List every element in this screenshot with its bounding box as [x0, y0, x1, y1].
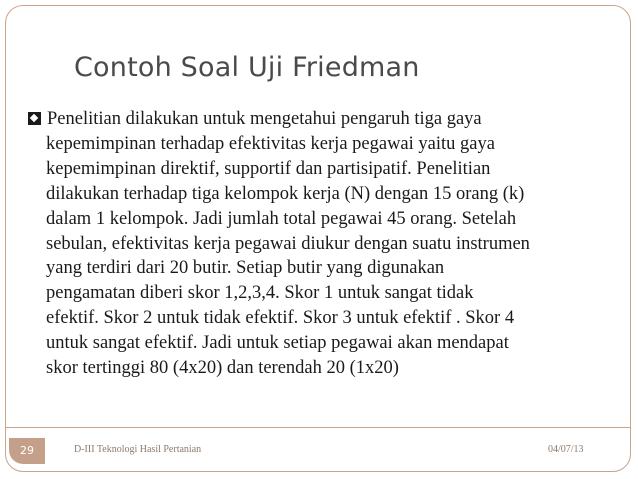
footer-date: 04/07/13	[548, 444, 584, 455]
footer-divider	[5, 427, 631, 428]
body-line: pengamatan diberi skor 1,2,3,4. Skor 1 untuk sangat tidak	[46, 283, 474, 304]
body-line: kepemimpinan direktif, supportif dan partisipatif. Penelitian	[46, 158, 491, 179]
slide-body	[28, 107, 613, 381]
body-line: dalam 1 kelompok. Jadi jumlah total pegawai 45 orang. Setelah	[46, 208, 517, 229]
body-line: untuk sangat efektif. Jadi untuk setiap pegawai akan mendapat	[46, 333, 509, 354]
body-line: yang terdiri dari 20 butir. Setiap butir yang digunakan	[46, 258, 445, 279]
body-line: dilakukan terhadap tiga kelompok kerja (N) dengan 15 orang (k)	[46, 183, 525, 204]
diamond-bullet-icon	[28, 112, 41, 125]
body-line: sebulan, efektivitas kerja pegawai diukur dengan suatu instrumen	[46, 233, 530, 254]
body-line: kepemimpinan terhadap efektivitas kerja pegawai yaitu gaya	[46, 133, 495, 154]
slide-number-badge: 29	[9, 438, 45, 464]
footer-text: D-III Teknologi Hasil Pertanian	[74, 444, 202, 455]
body-line: efektif. Skor 2 untuk tidak efektif. Skor 3 untuk efektif . Skor 4	[46, 308, 515, 329]
slide-title: Contoh Soal Uji Friedman	[74, 52, 420, 83]
bullet-paragraph	[28, 107, 613, 132]
body-line: skor tertinggi 80 (4x20) dan terendah 20 (1x20)	[46, 358, 399, 379]
body-line: Penelitian dilakukan untuk mengetahui pengaruh tiga gaya	[47, 109, 482, 129]
